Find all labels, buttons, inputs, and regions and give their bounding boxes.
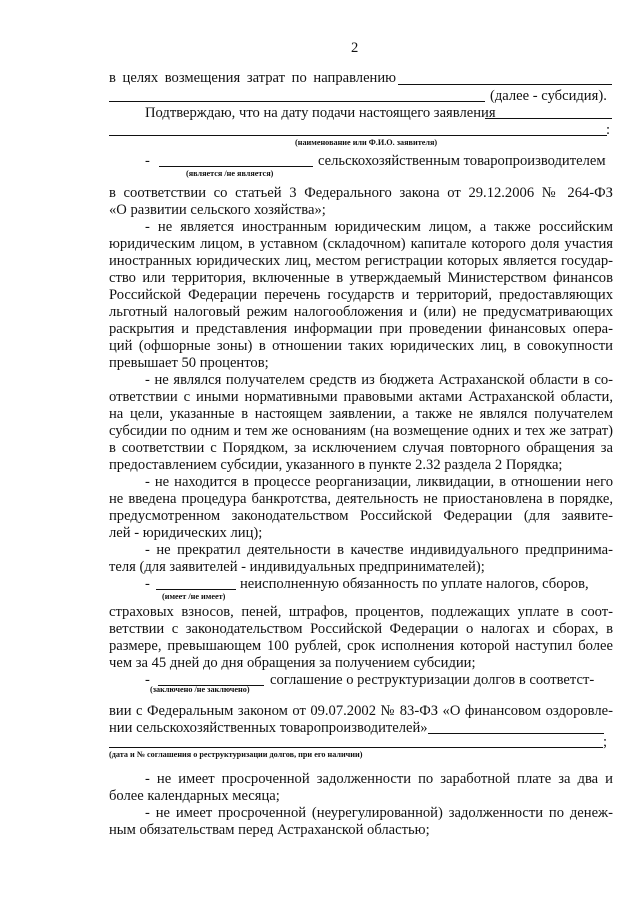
text-line: более календарных месяца; xyxy=(109,788,280,804)
agreement-field[interactable] xyxy=(428,733,604,734)
text-line: - не прекратил деятельности в качестве индивидуального предпринима- xyxy=(145,542,613,558)
text-line: льготный налоговый режим налогообложения и (или) не предусматривающих xyxy=(109,304,613,320)
text-line: «О развитии сельского хозяйства»; xyxy=(109,202,326,218)
tax-debt-text: неисполненную обязанность по уплате налогов, сборов, xyxy=(240,576,589,592)
text-line: - не имеет просроченной задолженности по заработной плате за два и xyxy=(145,771,613,787)
has-not-field[interactable] xyxy=(156,589,236,590)
agreement-caption: (дата и № соглашения о реструктуризации долгов, при его наличии) xyxy=(109,750,363,759)
text-line: предоставлением субсидии, указанного в пункте 2.32 раздела 2 Порядка; xyxy=(109,457,563,473)
is-not-caption: (является /не является) xyxy=(186,169,274,178)
text-line: раскрытия и представления информации при проведении финансовых опера- xyxy=(109,321,613,337)
restructuring-text: соглашение о реструктуризации долгов в соответст- xyxy=(270,672,595,688)
purpose-text: в целях возмещения затрат по направлению xyxy=(109,70,397,86)
is-producer-dash: - xyxy=(145,153,150,169)
semicolon: ; xyxy=(603,734,608,750)
text-line: предусмотренном законодательством Российской Федерации (для заявите- xyxy=(109,508,613,524)
text-line: - не являлся получателем средств из бюджета Астраханской области в со- xyxy=(145,372,613,388)
colon: : xyxy=(606,122,611,138)
text-line: ветствии с законодательством Российской Федерации о налогах и сборах, в xyxy=(109,621,613,637)
text-line: превышает 50 процентов; xyxy=(109,355,269,371)
producer-text: сельскохозяйственным товаропроизводителем xyxy=(318,153,606,169)
purpose-line xyxy=(109,70,396,87)
text-line: - не является иностранным юридическим лицом, а также российским xyxy=(145,219,613,235)
text-line: юридическим лицом, в уставном (складочном) капитале которого доля участия xyxy=(109,236,613,252)
text-line: теля (для заявителей - индивидуальных предпринимателей); xyxy=(109,559,485,575)
direction-field-continued[interactable] xyxy=(109,101,485,102)
text-line: чем за 45 дней до дня обращения за получением субсидии; xyxy=(109,655,476,671)
restructuring-dash: - xyxy=(145,672,150,688)
text-line: не введена процедура банкротства, деятельность не приостановлена в порядке, xyxy=(109,491,613,507)
text-line: на цели, указанные в настоящем заявлении, а также не являлся получателем xyxy=(109,406,613,422)
text-line: в соответствии со статьей 3 Федерального закона от 29.12.2006 № 264-ФЗ xyxy=(109,185,613,201)
text-line: - не имеет просроченной (неурегулированной) задолженности по денеж- xyxy=(145,805,613,821)
text-line: субсидии по одним и тем же основаниям (на возмещение одних и тех же затрат) xyxy=(109,423,613,439)
agreement-field-continued[interactable] xyxy=(109,747,603,748)
has-not-caption: (имеет /не имеет) xyxy=(162,592,226,601)
debt-dash: - xyxy=(145,576,150,592)
text-line: Российской Федерации перечень государств и территорий, предоставляющих xyxy=(109,287,613,303)
is-not-field[interactable] xyxy=(159,166,313,167)
text-line: нии сельскохозяйственных товаропроизводителей» xyxy=(109,720,428,736)
subsidy-note: (далее - субсидия). xyxy=(490,88,607,104)
text-line: вии с Федеральным законом от 09.07.2002 № 83-ФЗ «О финансовом оздоровле- xyxy=(109,703,613,719)
text-line: - не находится в процессе реорганизации, ликвидации, в отношении него xyxy=(145,474,613,490)
direction-field[interactable] xyxy=(398,84,612,85)
text-line: лей - юридических лиц); xyxy=(109,525,263,541)
text-line: ство или территория, включенные в утверждаемый Министерством финансов xyxy=(109,270,613,286)
text-line: ций (офшорные зоны) в отношении таких юридических лиц, в совокупности xyxy=(109,338,613,354)
text-line: иностранных юридических лиц, местом регистрации которых является государ- xyxy=(109,253,613,269)
page-number: 2 xyxy=(351,40,359,56)
confirm-field[interactable] xyxy=(485,118,612,119)
text-line: ответствии с иными нормативными правовыми актами Астраханской области, xyxy=(109,389,613,405)
text-line: в соответствии с Порядком, за исключением случая повторного обращения за xyxy=(109,440,613,456)
text-line: страховых взносов, пеней, штрафов, процентов, подлежащих уплате в соот- xyxy=(109,604,613,620)
text-line: ным обязательствам перед Астраханской областью; xyxy=(109,822,430,838)
text-line: размере, превышающем 100 рублей, срок исполнения которой наступил более xyxy=(109,638,613,654)
concluded-caption: (заключено /не заключено) xyxy=(150,685,250,694)
applicant-name-caption: (наименование или Ф.И.О. заявителя) xyxy=(295,138,438,147)
applicant-name-field[interactable] xyxy=(109,135,607,136)
confirm-text: Подтверждаю, что на дату подачи настоящего заявления xyxy=(145,105,496,121)
